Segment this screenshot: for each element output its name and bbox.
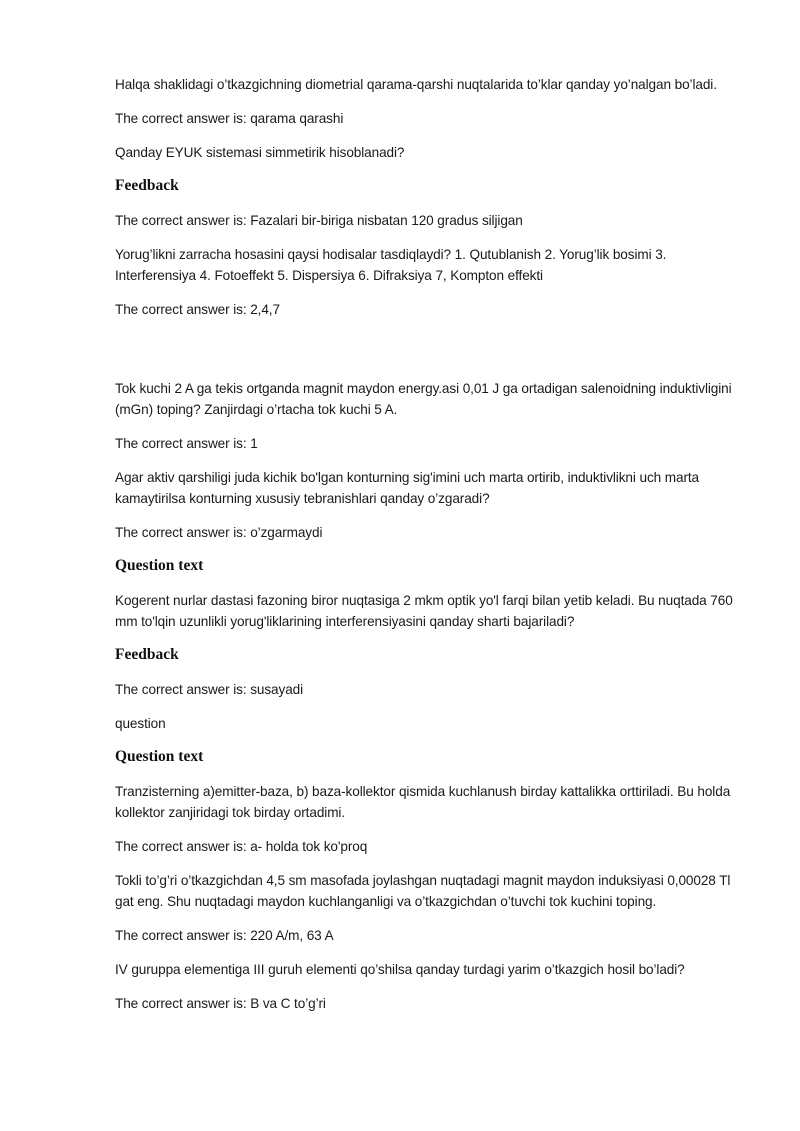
feedback-heading: Feedback bbox=[115, 646, 179, 663]
answer-2-text: The correct answer is: Fazalari bir-biriga nisbatan 120 gradus siljigan bbox=[115, 213, 523, 228]
question-1-text: Halqa shaklidagi o’tkazgichning diometrial qarama-qarshi nuqtalarida to’klar qanday yo’nalgan bo’ladi. bbox=[115, 77, 717, 92]
question-text-heading: Question text bbox=[115, 557, 204, 574]
answer-6-text: The correct answer is: susayadi bbox=[115, 682, 304, 697]
question-2-text: Qanday EYUK sistemasi simmetirik hisoblanadi? bbox=[115, 145, 405, 160]
answer-1-text: The correct answer is: qarama qarashi bbox=[115, 111, 344, 126]
answer-7-text: The correct answer is: a- holda tok ko'proq bbox=[115, 839, 368, 854]
question-9-text: IV guruppa elementiga III guruh elementi qo’shilsa qanday turdagi yarim o’tkazgich hosil bo’ladi? bbox=[115, 962, 685, 977]
question-label: question bbox=[115, 716, 166, 731]
answer-4-text: The correct answer is: 1 bbox=[115, 436, 258, 451]
question-3-text: Yorug’likni zarracha hosasini qaysi hodisalar tasdiqlaydi? 1. Qutublanish 2. Yorug’lik bosimi 3. Interferensiya 4. Fotoeffekt 5. Dispersiya 6. Difraksiya 7, Kompton effekti bbox=[115, 247, 667, 283]
question-5-text: Agar aktiv qarshiligi juda kichik bo'lgan konturning sig'imini uch marta ortirib, induktivlikni uch marta kamaytirilsa konturning xususiy tebranishlari qanday o’zgaradi? bbox=[115, 470, 700, 506]
blank-gap bbox=[115, 333, 745, 378]
answer-5-text: The correct answer is: o’zgarmaydi bbox=[115, 525, 323, 540]
question-text-heading: Question text bbox=[115, 748, 204, 765]
question-7-text: Tranzisterning a)emitter-baza, b) baza-kollektor qismida kuchlanush birday kattalikka orttiriladi. Bu holda kollektor zanjiridagi tok birday ortadimi. bbox=[115, 784, 731, 820]
answer-3-text: The correct answer is: 2,4,7 bbox=[115, 302, 280, 317]
answer-8-text: The correct answer is: 220 A/m, 63 A bbox=[115, 928, 334, 943]
question-4-text: Tok kuchi 2 A ga tekis ortganda magnit maydon energy.asi 0,01 J ga ortadigan salenoidning induktivligini (mGn) toping? Zanjirdagi o’rtacha tok kuchi 5 A. bbox=[115, 381, 732, 417]
question-8-text: Tokli to’g’ri o’tkazgichdan 4,5 sm masofada joylashgan nuqtadagi magnit maydon induksiyasi 0,00028 Tl gat eng. Shu nuqtadagi maydon kuchlanganligi va o’tkazgichdan o’tuvchi tok kuchini toping. bbox=[115, 873, 731, 909]
document-page bbox=[115, 74, 745, 1027]
feedback-heading: Feedback bbox=[115, 177, 179, 194]
question-6-text: Kogerent nurlar dastasi fazoning biror nuqtasiga 2 mkm optik yo'l farqi bilan yetib keladi. Bu nuqtada 760 mm to'lqin uzunlikli yorug'liklarining interferensiyasini qanday sharti bajariladi? bbox=[115, 593, 733, 629]
answer-9-text: The correct answer is: B va C to’g’ri bbox=[115, 996, 326, 1011]
